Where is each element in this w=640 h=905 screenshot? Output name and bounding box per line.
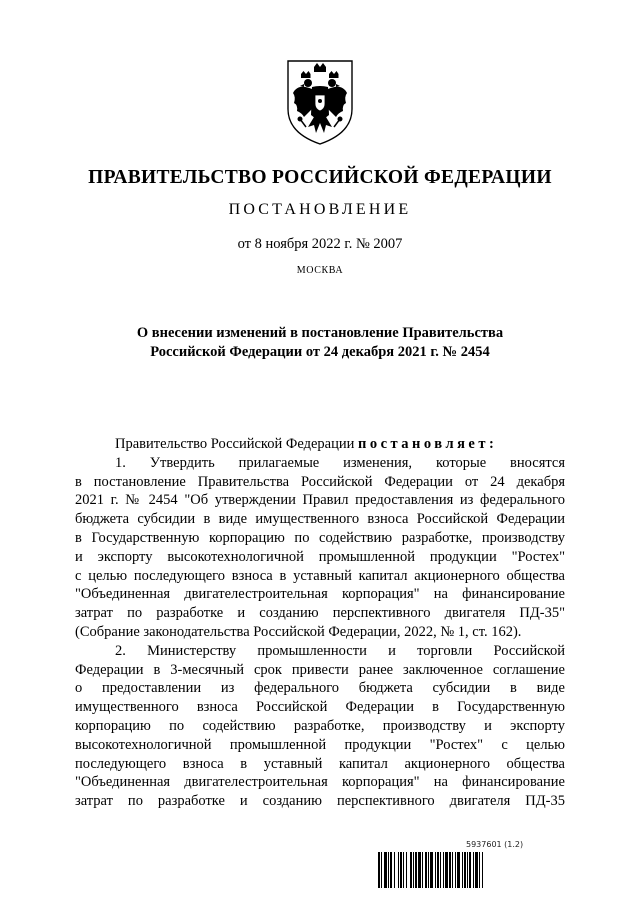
- intro-line: [75, 435, 565, 454]
- intro-action: постановляет:: [357, 436, 498, 452]
- intro-prefix: Правительство Российской Федерации: [115, 436, 355, 452]
- body-line: затрат по разработке и созданию перспективного двигателя ПД-35": [75, 605, 565, 622]
- body-line: высокотехнологичной промышленной продукции "Ростех" с целью: [75, 736, 565, 753]
- document-city: МОСКВА: [296, 265, 344, 276]
- body-line: корпорацию по содействию разработке, производству и экспорту: [75, 717, 565, 734]
- body-line: имущественного взноса Российской Федерации в Государственную: [75, 699, 565, 716]
- document-body: [75, 435, 565, 811]
- body-line: 2021 г. № 2454 "Об утверждении Правил предоставления из федерального: [75, 492, 565, 509]
- document-type: ПОСТАНОВЛЕНИЕ: [228, 201, 412, 218]
- body-line: 2. Министерству промышленности и торговли Российской: [115, 642, 565, 659]
- russian-coat-of-arms-icon: [284, 57, 356, 147]
- body-line: "Объединенная двигателестроительная корпорация" на финансирование: [75, 586, 565, 603]
- body-line: с целью последующего взноса в уставный капитал акционерного общества: [75, 567, 565, 584]
- document-date-number: от 8 ноября 2022 г. № 2007: [237, 236, 403, 252]
- body-line: Федерации в 3-месячный срок привести ранее заключенное соглашение: [75, 661, 565, 678]
- subject-line: О внесении изменений в постановление Правительства: [136, 325, 504, 341]
- body-line: бюджета субсидии в виде имущественного взноса Российской Федерации: [75, 511, 565, 528]
- government-title: ПРАВИТЕЛЬСТВО РОССИЙСКОЙ ФЕДЕРАЦИИ: [88, 167, 552, 188]
- body-line: последующего взноса в уставный капитал акционерного общества: [75, 755, 565, 772]
- subject-line: Российской Федерации от 24 декабря 2021 г. № 2454: [150, 344, 490, 360]
- barcode-icon: [378, 852, 568, 888]
- body-line: (Собрание законодательства Российской Федерации, 2022, № 1, ст. 162).: [75, 623, 522, 640]
- barcode-id: 5937601 (1.2): [466, 840, 524, 849]
- body-line: и экспорту высокотехнологичной промышленной продукции "Ростех": [75, 548, 565, 565]
- body-line: в Государственную корпорацию по содействию разработке, производству: [75, 529, 565, 546]
- document-subject: [100, 324, 540, 362]
- body-line: в постановление Правительства Российской Федерации от 24 декабря: [75, 473, 565, 490]
- body-line: 1. Утвердить прилагаемые изменения, которые вносятся: [115, 454, 565, 471]
- barcode-block: [378, 840, 568, 890]
- body-line: о предоставлении из федерального бюджета субсидии в виде: [75, 680, 565, 697]
- body-line: "Объединенная двигателестроительная корпорация" на финансирование: [75, 774, 565, 791]
- body-line: затрат по разработке и созданию перспективного двигателя ПД-35: [75, 793, 565, 810]
